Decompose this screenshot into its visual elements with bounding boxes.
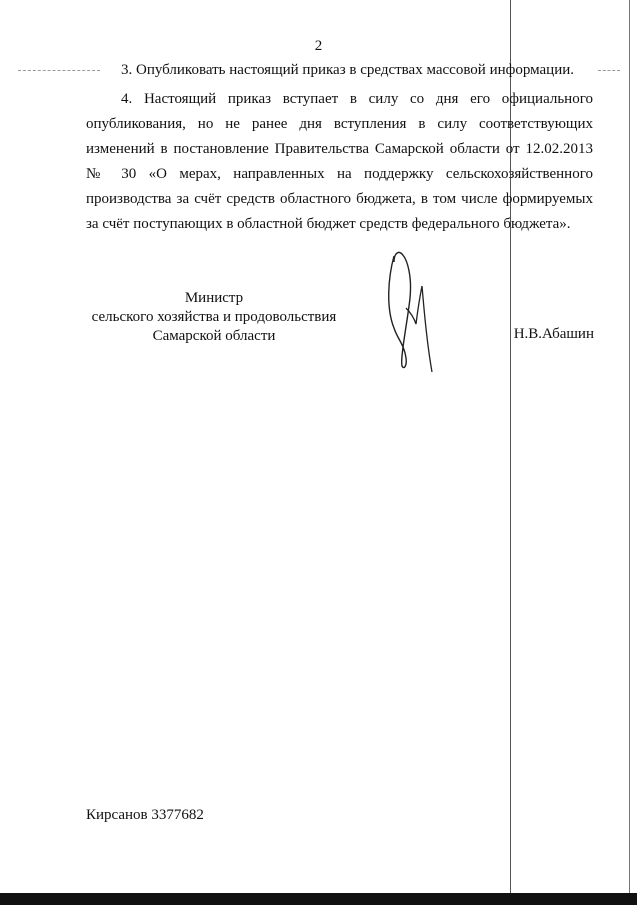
signatory-name: Н.В.Абашин	[513, 326, 594, 342]
paragraph-4: 4. Настоящий приказ вступает в силу со дня его официального опубликования, но не ранее дня вступления в силу соответствующих изменений в постановление Правительства Самарской области от 12.02.2013 № 30 «О мерах, направленных на поддержку сельскохозяйственного производства за счёт средств областного бюджета, в том числе формируемых за счёт поступающих в областной бюджет средств федерального бюджета».	[86, 91, 593, 232]
signatory-title-line: Министр	[184, 290, 244, 306]
executor-contact: Кирсанов 3377682	[86, 807, 204, 823]
handwritten-signature-icon	[380, 248, 440, 376]
scan-artifact-dash	[598, 70, 620, 71]
paragraph-3: 3. Опубликовать настоящий приказ в средствах массовой информации.	[121, 62, 575, 78]
signatory-title	[84, 289, 344, 346]
signatory-title-line: Самарской области	[152, 328, 276, 344]
scan-artifact-line	[629, 0, 630, 905]
page-number: 2	[314, 38, 323, 54]
scan-edge-band	[0, 893, 637, 905]
signatory-title-line: сельского хозяйства и продовольствия	[91, 309, 337, 325]
